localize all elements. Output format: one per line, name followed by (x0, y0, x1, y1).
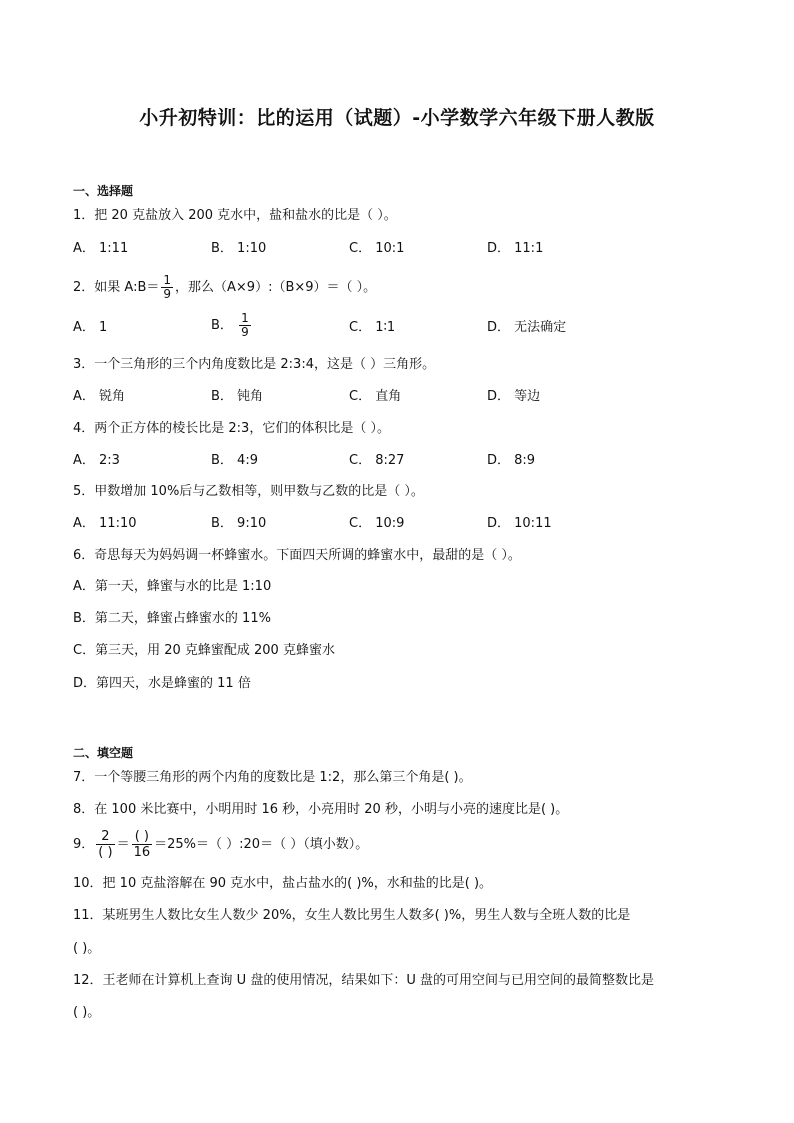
fraction-numerator: 2 (101, 829, 110, 844)
q2-option-d[interactable]: D． 无法确定 (487, 320, 567, 335)
question-12-line-2[interactable]: ( )。 (73, 1005, 101, 1020)
q5-option-d[interactable]: D． 10:11 (487, 516, 552, 531)
fraction-denominator: 9 (163, 287, 172, 301)
q2-option-b-fraction (239, 312, 251, 339)
q3-option-c[interactable]: C． 直角 (349, 389, 402, 404)
q5-option-a[interactable]: A． 11:10 (73, 516, 137, 531)
fraction-numerator: 1 (241, 311, 249, 325)
q2-fraction (161, 274, 173, 301)
q2-option-b[interactable] (211, 312, 253, 339)
q2-option-c[interactable]: C． 1∶1 (349, 320, 396, 335)
question-3: 3．一个三角形的三个内角度数比是 2:3:4，这是（ ）三角形。 (73, 357, 436, 372)
fraction-denominator: 16 (133, 845, 151, 860)
question-1: 1．把 20 克盐放入 200 克水中，盐和盐水的比是（ ）。 (73, 208, 397, 223)
question-9 (73, 829, 368, 860)
question-5: 5．甲数增加 10%后与乙数相等，则甲数与乙数的比是（ ）。 (73, 484, 424, 499)
question-10: 10．把 10 克盐溶解在 90 克水中，盐占盐水的( )%，水和盐的比是( )。 (73, 876, 493, 891)
q2-text-pre: 2．如果 A:B＝ (73, 280, 160, 295)
question-2 (73, 274, 376, 301)
q1-option-b[interactable]: B． 1:10 (211, 241, 267, 256)
q4-option-a[interactable]: A． 2:3 (73, 453, 120, 468)
question-12-line-1: 12．王老师在计算机上查询 U 盘的使用情况，结果如下：U 盘的可用空间与已用空间的最简整数比是 (73, 973, 654, 988)
q6-option-c[interactable]: C．第三天，用 20 克蜂蜜配成 200 克蜂蜜水 (73, 643, 335, 658)
fraction-numerator[interactable]: ( ) (134, 829, 149, 844)
q9-fraction-2 (132, 829, 153, 860)
question-4: 4．两个正方体的棱长比是 2:3，它们的体积比是（ ）。 (73, 421, 390, 436)
q5-option-c[interactable]: C． 10:9 (349, 516, 405, 531)
section-heading-fill: 二、填空题 (73, 746, 134, 760)
q1-option-c[interactable]: C． 10:1 (349, 241, 405, 256)
question-11-line-2[interactable]: ( )。 (73, 941, 101, 956)
q3-option-a[interactable]: A． 锐角 (73, 389, 126, 404)
q4-option-d[interactable]: D． 8:9 (487, 453, 536, 468)
q4-option-c[interactable]: C． 8:27 (349, 453, 405, 468)
q9-number: 9． (73, 837, 95, 852)
q4-option-b[interactable]: B． 4:9 (211, 453, 258, 468)
fraction-denominator[interactable]: ( ) (98, 845, 113, 860)
question-8: 8．在 100 米比赛中，小明用时 16 秒，小亮用时 20 秒，小明与小亮的速度比是( )。 (73, 802, 569, 817)
q2-option-a[interactable]: A． 1 (73, 320, 108, 335)
fraction-numerator: 1 (163, 273, 172, 287)
q6-option-b[interactable]: B．第二天，蜂蜜占蜂蜜水的 11% (73, 611, 271, 626)
question-7: 7．一个等腰三角形的两个内角的度数比是 1:2，那么第三个角是( )。 (73, 770, 472, 785)
question-6: 6．奇思每天为妈妈调一杯蜂蜜水。下面四天所调的蜂蜜水中，最甜的是（ ）。 (73, 548, 521, 563)
q6-option-d[interactable]: D．第四天，水是蜂蜜的 11 倍 (73, 676, 251, 691)
q9-fraction-1 (96, 829, 114, 860)
q1-option-a[interactable]: A． 1:11 (73, 241, 129, 256)
q2-text-post: ，那么（A×9）:（B×9）＝（ ）。 (175, 280, 377, 295)
q5-option-b[interactable]: B． 9:10 (211, 516, 267, 531)
q1-option-d[interactable]: D． 11:1 (487, 241, 544, 256)
q2-option-b-label: B． (211, 318, 233, 333)
q9-rest: ＝25%＝（ ）:20＝（ ）（填小数）。 (154, 837, 369, 852)
question-11-line-1: 11．某班男生人数比女生人数少 20%，女生人数比男生人数多( )%，男生人数与全班人数的比是 (73, 908, 631, 923)
q3-option-d[interactable]: D． 等边 (487, 389, 541, 404)
section-heading-choice: 一、选择题 (73, 184, 134, 198)
page-title: 小升初特训：比的运用（试题）-小学数学六年级下册人教版 (139, 107, 655, 129)
fraction-denominator: 9 (241, 325, 249, 339)
q6-option-a[interactable]: A．第一天，蜂蜜与水的比是 1:10 (73, 579, 272, 594)
q3-option-b[interactable]: B． 钝角 (211, 389, 264, 404)
q9-equals: ＝ (116, 837, 130, 852)
